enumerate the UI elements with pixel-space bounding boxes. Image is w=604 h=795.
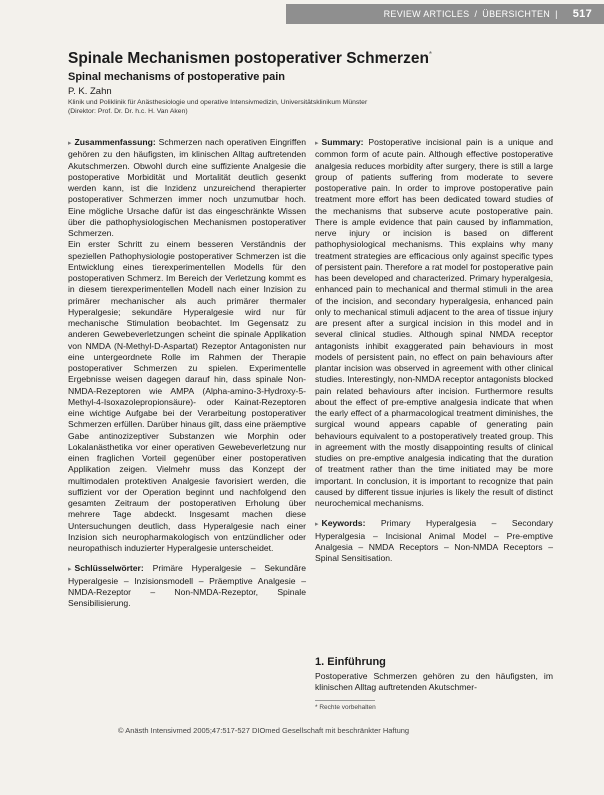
header-bar-divider: | [555, 9, 558, 19]
german-summary-text: Schmerzen nach operativen Eingriffen gehören zu den häufigsten, im klinischen Alltag auftretenden Akutschmerzen. Obwohl durch eine suffiziente Analgesie die postoperative Morbidität und Mortalität deutlich gesenkt werden kann, ist die Inzidenz unzureichend therapierter postoperativer Schmerzen immer noch unzumutbar hoch. Eine mögliche Ursache dafür ist das eingeschränkte Wissen über die pathophysiologischen Mechanismen postoperativer Schmerzen. [68, 137, 306, 238]
english-keywords [315, 518, 553, 564]
abstract-english [315, 137, 553, 564]
running-header [286, 4, 604, 24]
article-subtitle: Spinal mechanisms of postoperative pain [68, 71, 285, 83]
german-keywords [68, 563, 306, 609]
introduction-text: Postoperative Schmerzen gehören zu den häufigsten, im klinischen Alltag auftretenden Akutschmer- [315, 671, 553, 693]
german-keywords-label: Schlüsselwörter: [74, 563, 144, 574]
title-footnote-mark: * [428, 50, 433, 59]
affiliation-line-1: Klinik und Poliklinik für Anästhesiologie und operative Intensivmedizin, Universitätsklinikum Münster [68, 99, 368, 106]
section-heading-introduction: 1. Einführung [315, 656, 386, 668]
english-summary-text: Postoperative incisional pain is a unique and common form of acute pain. Although effective postoperative analgesia reduces morbidity after surgery, there is still a large group of patients suffering from moderate to severe postoperative pain. In order to improve postoperative pain treatment more effort has been dedicated toward studies of the mechanisms that subserve acute postoperative pain. There is ample evidence that pain caused by inflammation, nerve injury or incision is based on different pathophysiological mechanisms. This explains why many treatment strategies are efficacious only against specific types of persistent pain. Therefore a rat model for postoperative pain has been developed and characterized. Primary hyperalgesia, enhanced pain to mechanical and thermal stimuli in the area of the incision, and secondary hyperalgesia, enhanced pain only to mechanical stimuli adjacent to the area of tissue injury are present after a surgical incision in this model and in several clinical studies. Although spinal NMDA receptor antagonists inhibit exaggerated pain behaviours in most models of persistent pain, no effect on pain behaviours after plantar incision was observed in agreement with other clinical studies. Interestingly, non-NMDA receptor antagonists blocked pain related behaviours after incision. Furthermore results about the effect of pre-emptive analgesia indicate that when the early effect of a pharmacological treatment diminishes, the surgical wound appears capable of generating pain behaviours equivalent to a postoperatively treated group. This in agreement with the mostly disappointing results of clinical studies on pre-emptive analgesia indicating that the duration of treatment rather than the time initiated may be more important. In conclusion, it is important to recognize that pain caused by different tissue injuries is likely the result of distinct neurochemical mechanisms. [315, 137, 553, 508]
german-summary-label: Zusammenfassung: [74, 137, 156, 147]
triangle-marker-icon: ▸ [68, 566, 72, 574]
page-footer: © Anästh Intensivmed 2005;47:517-527 DIOmed Gesellschaft mit beschränkter Haftung [118, 726, 410, 735]
triangle-marker-icon: ▸ [68, 140, 72, 147]
affiliation-line-2: (Direktor: Prof. Dr. Dr. h.c. H. Van Aken) [68, 108, 188, 115]
article-title-text: Spinale Mechanismen postoperativer Schmerzen [68, 50, 429, 68]
article-title [68, 50, 432, 68]
abstract-german [68, 137, 306, 609]
triangle-marker-icon: ▸ [315, 140, 319, 147]
german-summary [68, 137, 306, 239]
triangle-marker-icon: ▸ [315, 521, 319, 529]
english-keywords-label: Keywords: [321, 518, 366, 529]
page-number: 517 [572, 8, 592, 20]
affiliation [68, 98, 367, 116]
english-summary-label: Summary: [321, 137, 364, 147]
footnote: * Rechte vorbehalten [315, 704, 376, 711]
german-summary-continued: Ein erster Schritt zu einem besseren Verständnis der speziellen Pathophysiologie postoperativer Schmerzen ist die Entwicklung eines tierexperimentellen Modells für den postoperativen Schmerz. Im Bereich der Verletzung kommt es in diesem tierexperimentellen Modell nach einer Inzision zu primärer mechanischer als auch primärer thermaler Hyperalgesie; sekundäre Hyperalgesie wird nur für mechanische Stimulation beobachtet. Im Gegensatz zu anderen Gewebeverletzungen scheint die spinale Applikation von NMDA (N-Methyl-D-Aspartat) Rezeptor Antagonisten nur eine untergeordnete Rolle im Rahmen der Therapie postoperativer Schmerzen zu spielen. Experimentelle Ergebnisse weisen dagegen darauf hin, dass spinale Non-NMDA-Rezeptoren wie AMPA (Alpha-amino-3-Hydroxy-5-Methyl-4-Isoxazolepropionsäure)- oder Kainat-Rezeptoren eine wichtige Aufgabe bei der Verarbeitung postoperativer Schmerzen erfüllen. Darüber hinaus gilt, dass eine präemptive Gabe antinozizeptiver Substanzen wie Morphin oder Lokalanästhetika vor einer operativen Gewebeverletzung nur einen fraglichen Vorteil gegenüber einer postoperativen Applikation zeigen. Vielmehr muss das Konzept der multimodalen protektiven Analgesie favorisiert werden, die suffizient vor der Operation beginnt und nachfolgend den gesamten Zeitraum der postoperativen Erholung über mehrere Tage abdeckt. Insgesamt machen diese Untersuchungen deutlich, dass Hyperalgesie nach einer Inzision sich neuropharmakologisch von entzündlicher oder neuropathisch induzierter Hyperalgesie unterscheidet. [68, 239, 306, 553]
german-keywords-text: Primäre Hyperalgesie – Sekundäre Hyperalgesie – Inzisionsmodell – Präemptive Analgesie – NMDA-Rezeptor – Non-NMDA-Rezeptor, Spinale Sensibilisierung. [68, 563, 306, 608]
english-keywords-text: Primary Hyperalgesia – Secondary Hyperalgesia – Incisional Animal Model – Pre-emptive Analgesia – NMDA Receptors – Non-NMDA Receptors – Spinal Sensitisation. [315, 518, 553, 563]
header-section-en: REVIEW ARTICLES [383, 9, 470, 19]
header-section-de: ÜBERSICHTEN [482, 9, 551, 19]
author: P. K. Zahn [68, 86, 112, 97]
header-separator: / [474, 9, 478, 19]
footnote-divider [315, 700, 375, 701]
english-summary [315, 137, 553, 509]
